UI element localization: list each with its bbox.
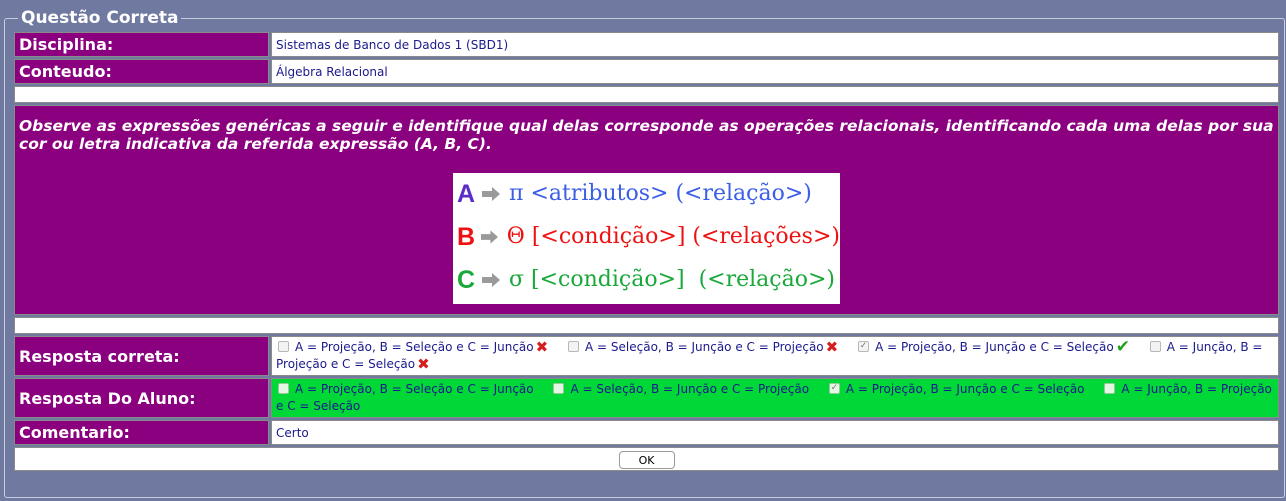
spacer-row (14, 86, 1279, 103)
expression-text: σ [<condição>] (<relação>) (509, 267, 835, 292)
wrong-icon: ✖ (535, 338, 549, 356)
student-option (827, 382, 1085, 396)
expression-row-a (453, 173, 840, 216)
resposta-correta-options (271, 336, 1279, 376)
option-checkbox[interactable] (553, 383, 564, 394)
check-icon: ✔ (1115, 337, 1130, 357)
question-panel (4, 8, 1285, 498)
conteudo-label: Conteudo: (14, 59, 269, 84)
question-cell (14, 105, 1279, 315)
expression-letter: A (457, 180, 476, 208)
option-checkbox[interactable] (278, 341, 289, 352)
expression-row-b (453, 216, 840, 259)
option-text: A = Junção, B = Projeção e C = Seleção (276, 382, 1272, 413)
arrow-icon (481, 273, 501, 287)
expression-text: Θ [<condição>] (<relações>) (506, 224, 840, 249)
arrow-icon (480, 230, 499, 244)
correct-option (856, 337, 1130, 357)
arrow-icon (481, 187, 501, 201)
correct-option (566, 340, 838, 354)
option-checkbox-checked[interactable]: ✓ (859, 341, 868, 351)
option-checkbox[interactable] (278, 383, 289, 394)
option-text: A = Projeção, B = Seleção e C = Junção (295, 382, 534, 396)
option-text: A = Seleção, B = Junção e C = Projeção (585, 340, 824, 354)
option-text: A = Projeção, B = Junção e C = Seleção (845, 382, 1085, 396)
student-option (551, 382, 809, 396)
expression-row-c (453, 259, 840, 302)
option-checkbox[interactable] (1150, 341, 1161, 352)
expression-letter: C (457, 266, 476, 294)
comentario-label: Comentario: (14, 420, 269, 445)
question-text: Observe as expressões genéricas a seguir e identifique qual delas corresponde as operações relacionais, identificando cada uma delas por sua cor ou letra indicativa da referida expressão (A, B, C). (19, 116, 1274, 153)
wrong-icon: ✖ (825, 338, 839, 356)
button-row (14, 447, 1279, 471)
disciplina-label: Disciplina: (14, 32, 269, 57)
expression-letter: B (457, 223, 476, 251)
resposta-correta-label: Resposta correta: (14, 336, 269, 376)
option-text: A = Seleção, B = Junção e C = Projeção (570, 382, 810, 396)
option-checkbox-checked[interactable]: ✓ (830, 383, 839, 393)
option-checkbox[interactable] (1104, 383, 1115, 394)
option-text: A = Projeção, B = Junção e C = Seleção (875, 340, 1114, 354)
expressions-figure (453, 173, 840, 304)
resposta-aluno-options (271, 378, 1279, 418)
question-table (12, 30, 1281, 473)
panel-title: Questão Correta (21, 8, 179, 28)
ok-button[interactable]: OK (619, 451, 675, 469)
spacer-row (14, 317, 1279, 334)
option-text: A = Junção, B = Projeção e C = Seleção (276, 340, 1263, 371)
expression-text: π <atributos> (<relação>) (509, 181, 812, 206)
conteudo-value: Álgebra Relacional (271, 59, 1279, 84)
comentario-value: Certo (271, 420, 1279, 445)
option-checkbox[interactable] (568, 341, 579, 352)
wrong-icon: ✖ (417, 355, 430, 373)
correct-option (276, 340, 548, 354)
disciplina-value: Sistemas de Banco de Dados 1 (SBD1) (271, 32, 1279, 57)
resposta-aluno-label: Resposta Do Aluno: (14, 378, 269, 418)
option-text: A = Projeção, B = Seleção e C = Junção (295, 340, 534, 354)
student-option (276, 382, 534, 396)
